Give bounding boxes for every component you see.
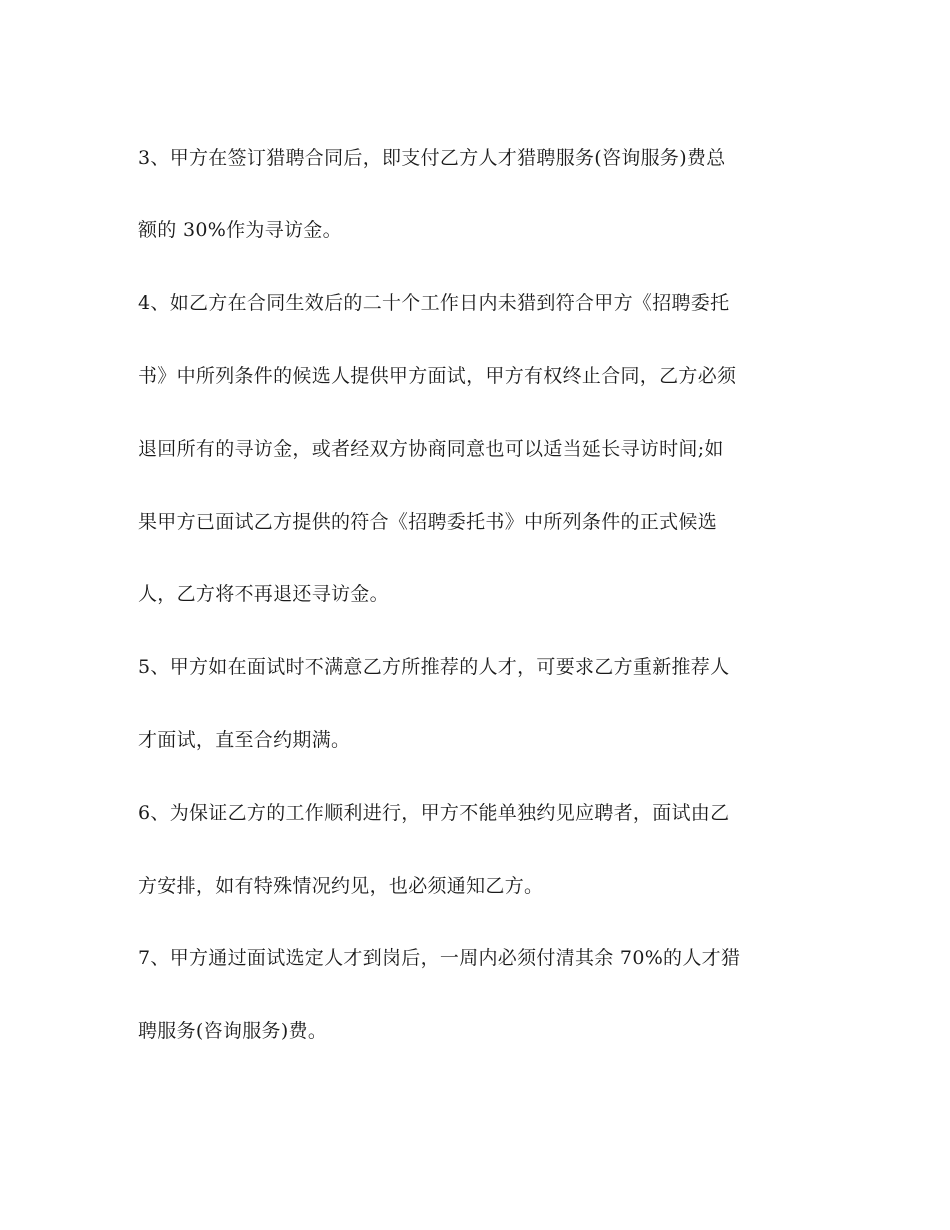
clause-4-line-1: 4、如乙方在合同生效后的二十个工作日内未猎到符合甲方《招聘委托 bbox=[138, 292, 730, 314]
clause-4-line-2: 书》中所列条件的候选人提供甲方面试，甲方有权终止合同，乙方必须 bbox=[138, 365, 737, 387]
clause-5-line-1: 5、甲方如在面试时不满意乙方所推荐的人才，可要求乙方重新推荐人 bbox=[138, 656, 730, 678]
clause-3-line-1: 3、甲方在签订猎聘合同后，即支付乙方人才猎聘服务(咨询服务)费总 bbox=[138, 147, 726, 169]
clause-6-line-1: 6、为保证乙方的工作顺利进行，甲方不能单独约见应聘者，面试由乙 bbox=[138, 802, 730, 824]
clause-7-line-1: 7、甲方通过面试选定人才到岗后，一周内必须付清其余 70%的人才猎 bbox=[138, 947, 741, 969]
clause-5-line-2: 才面试，直至合约期满。 bbox=[138, 729, 351, 751]
clause-4-line-3: 退回所有的寻访金，或者经双方协商同意也可以适当延长寻访时间;如 bbox=[138, 438, 724, 460]
clause-7-line-2: 聘服务(咨询服务)费。 bbox=[138, 1020, 328, 1042]
clause-4-line-5: 人，乙方将不再退还寻访金。 bbox=[138, 583, 389, 605]
clause-6-line-2: 方安排，如有特殊情况约见，也必须通知乙方。 bbox=[138, 875, 544, 897]
clause-3-line-2: 额的 30%作为寻访金。 bbox=[138, 219, 342, 241]
clause-4-line-4: 果甲方已面试乙方提供的符合《招聘委托书》中所列条件的正式候选 bbox=[138, 511, 718, 533]
